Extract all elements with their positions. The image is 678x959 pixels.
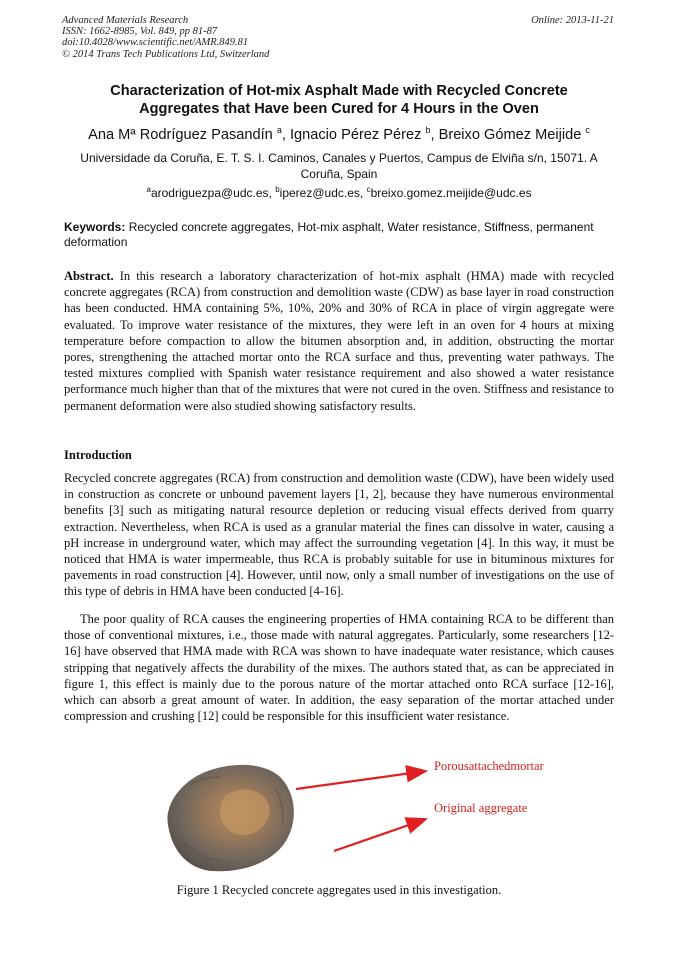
doi-line: doi:10.4028/www.scientific.net/AMR.849.81 (62, 37, 249, 49)
email-list: $^a$arodriguezpa@udc.es, $^b$iperez@udc.es, $^c$breixo.gomez.meijide@udc.es (146, 185, 532, 200)
journal-header (62, 15, 269, 60)
online-date: Online: 2013-11-21 (531, 15, 614, 26)
author-sup: b (425, 125, 431, 135)
title-line-2: Aggregates that Have been Cured for 4 Hours in the Oven (139, 101, 539, 117)
email-sup: c (366, 185, 371, 194)
intro-paragraph-1: Recycled concrete aggregates (RCA) from construction and demolition waste (CDW), have been widely used in construction as concrete or unbound pavement layers [1, 2], because they have numerous environmental benefits [3] such as mitigating natural resource depletion or reducing visual effects derived from quarry extraction. Nevertheless, when RCA is used as a granular material the fines can dissolve in water, causing a pH increase in underground water, which may affect the surrounding vegetation [4]. In this way, it must be noticed that HMA is water impermeable, thus RCA is probably suitable for use in bituminous mixtures for pavements in road construction [4]. However, until now, only a small number of investigations on the use of this type of debris in HMA have been conducted [4-16]. (64, 471, 614, 599)
email-address: iperez@udc.es (279, 186, 360, 200)
section-heading: Introduction (64, 448, 132, 462)
paper-title (62, 82, 616, 118)
author-name: Ignacio Pérez Pérez (289, 127, 422, 143)
affiliation: Universidade da Coruña, E. T. S. I. Caminos, Canales y Puertos, Campus de Elviña s/n, 15071. A Coruña, Spain (80, 151, 598, 181)
arrow-aggregate (334, 819, 426, 851)
keywords-text: Recycled concrete aggregates, Hot-mix asphalt, Water resistance, Stiffness, permanent deformation (64, 220, 594, 249)
author-sup: c (585, 125, 590, 135)
email-sup: b (275, 185, 280, 194)
figure-1 (150, 755, 610, 875)
intro-paragraph-2: The poor quality of RCA causes the engineering properties of HMA containing RCA to be different than those of conventional mixtures, i.e., those made with natural aggregates. Particularly, some researchers [12-16] have observed that HMA made with RCA was shown to have inadequate water resistance, which causes stripping that negatively affects the durability of the mixes. The authors stated that, as can be appreciated in figure 1, this effect is mainly due to the porous nature of the mortar attached onto RCA surface [12-16], which can absorb a great amount of water. In addition, the easy separation of the mortar attached under compression and crushing [12] could be responsible for this insufficient water resistance. (64, 612, 614, 724)
label-original-aggregate: Original aggregate (434, 801, 528, 815)
figure-caption: Figure 1 Recycled concrete aggregates used in this investigation. (176, 883, 502, 897)
email-address: breixo.gomez.meijide@udc.es (370, 186, 532, 200)
keywords (64, 220, 616, 250)
email-sup: a (146, 185, 151, 194)
copyright-line: © 2014 Trans Tech Publications Ltd, Switzerland (62, 48, 270, 60)
abstract-text: In this research a laboratory characterization of hot-mix asphalt (HMA) made with recycled concrete aggregates (RCA) from construction and demolition waste (CDW) as base layer in road construction has been conducted. HMA containing 5%, 10%, 20% and 30% of RCA in place of virgin aggregate were evaluated. To improve water resistance of the mixtures, they were left in an oven for 4 hours at mixing temperature before compaction to allow the bitumen absorption and, in addition, obstructing the mortar pores, strengthening the attached mortar onto the RCA surface and thus, preventing water pathways. The tested mixtures complied with Spanish water resistance requirement and also showed a water resistance performance much higher than that of the mixtures that were not cured in the oven. Stiffness and resistance to permanent deformation were also studied showing satisfactory results. (64, 269, 614, 413)
email-address: arodriguezpa@udc.es (150, 186, 269, 200)
label-porous-mortar: Porousattachedmortar (434, 759, 544, 773)
issn-line: ISSN: 1662-8985, Vol. 849, pp 81-87 (62, 26, 218, 38)
arrow-mortar (296, 771, 426, 789)
title-line-1: Characterization of Hot-mix Asphalt Made with Recycled Concrete (110, 83, 568, 99)
abstract-label: Abstract. (64, 269, 114, 283)
abstract (64, 268, 614, 414)
author-name: Breixo Gómez Meijide (438, 127, 582, 143)
author-sup: a (276, 125, 282, 135)
author-list: Ana Mª Rodríguez Pasandín $^a$, Ignacio Pérez Pérez $^b$, Breixo Gómez Meijide $^c$ (88, 125, 590, 143)
journal-name: Advanced Materials Research (62, 15, 189, 26)
author-name: Ana Mª Rodríguez Pasandín (88, 127, 273, 143)
keywords-label: Keywords: (64, 220, 126, 234)
